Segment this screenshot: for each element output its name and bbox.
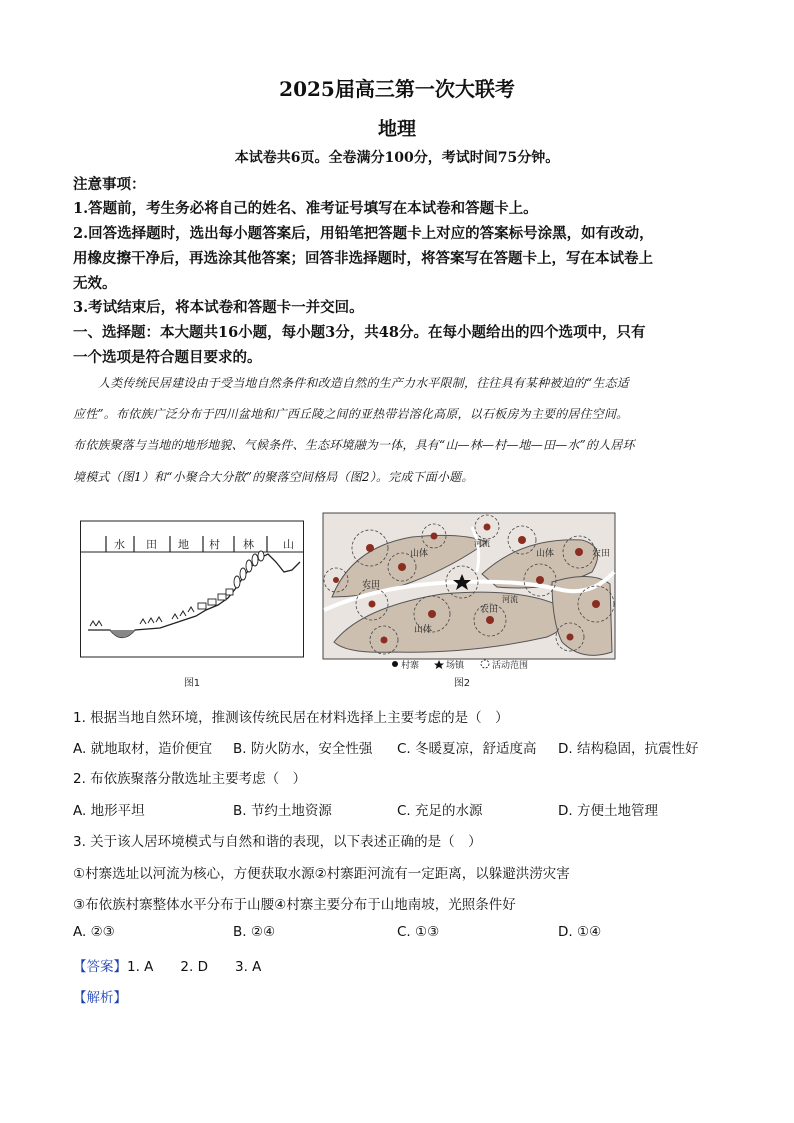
fig1-caption: 图1 bbox=[183, 678, 201, 689]
note-2b: 用橡皮擦干净后，再选涂其他答案；回答非选择题时，将答案写在答题卡上，写在本试卷上 bbox=[73, 250, 653, 267]
q1-option-c[interactable]: C. 冬暖夏凉，舒适度高 bbox=[397, 741, 537, 757]
fig2-caption: 图2 bbox=[453, 678, 471, 689]
fig1-label-forest: 林 bbox=[243, 538, 254, 551]
note-1: 1.答题前，考生务必将自己的姓名、准考证号填写在本试卷和答题卡上。 bbox=[73, 200, 538, 217]
q3-option-b[interactable]: B. ②④ bbox=[233, 924, 276, 940]
q2-option-a[interactable]: A. 地形平坦 bbox=[73, 803, 145, 819]
fig1-label-village: 村 bbox=[209, 538, 220, 551]
section-heading-b: 一个选项是符合题目要求的。 bbox=[73, 349, 262, 366]
fig2-label-river-2: 河流 bbox=[502, 595, 518, 604]
fig1-label-water: 水 bbox=[114, 538, 125, 551]
material-line-4: 境模式（图1）和“小聚合大分散”的聚落空间格局（图2）。完成下面小题。 bbox=[73, 470, 474, 484]
fig2-label-shanti-1: 山体 bbox=[410, 549, 429, 559]
figure-1 bbox=[80, 520, 305, 690]
question-2-stem: 2. 布依族聚落分散选址主要考虑（ ） bbox=[73, 771, 307, 787]
note-2c: 无效。 bbox=[73, 275, 117, 292]
subject-title: 地理 bbox=[377, 118, 416, 140]
fig1-label-mountain: 山 bbox=[283, 538, 294, 551]
notes-heading: 注意事项： bbox=[73, 176, 146, 193]
material-line-3: 布依族聚落与当地的地形地貌、气候条件、生态环境融为一体，具有“山—林—村—地—田—水”的人居环 bbox=[73, 438, 635, 452]
fig2-label-river-1: 河流 bbox=[474, 539, 490, 548]
note-2a: 2.回答选择题时，选出每小题答案后，用铅笔把答题卡上对应的答案标号涂黑，如有改动， bbox=[73, 225, 654, 242]
fig2-label-farm-3: 农田 bbox=[592, 549, 611, 559]
material-line-2: 应性”。布依族广泛分布于四川盆地和广西丘陵之间的亚热带岩溶化高原，以石板房为主要的居住空间。 bbox=[73, 407, 629, 421]
exam-info: 本试卷共6页。全卷满分100分，考试时间75分钟。 bbox=[234, 150, 560, 166]
material-line-1: 人类传统民居建设由于受当地自然条件和改造自然的生产力水平限制，往往具有某种被迫的“生态适 bbox=[98, 376, 629, 390]
q3-option-c[interactable]: C. ①③ bbox=[397, 924, 440, 940]
answer-label: 【答案】 bbox=[73, 959, 127, 975]
note-3: 3.考试结束后，将本试卷和答题卡一并交回。 bbox=[73, 299, 364, 316]
q1-option-b[interactable]: B. 防火防水，安全性强 bbox=[233, 741, 373, 757]
fig1-label-land: 地 bbox=[178, 538, 189, 551]
q1-option-a[interactable]: A. 就地取材，造价便宜 bbox=[73, 741, 213, 757]
q3-statement-1: ①村寨选址以河流为核心，方便获取水源②村寨距河流有一定距离，以躲避洪涝灾害 bbox=[73, 866, 570, 882]
q2-option-b[interactable]: B. 节约土地资源 bbox=[233, 803, 332, 819]
fig1-label-field: 田 bbox=[146, 538, 157, 551]
section-heading-a: 一、选择题：本大题共16小题，每小题3分，共48分。在每小题给出的四个选项中，只有 bbox=[73, 324, 646, 341]
fig2-label-farm-2: 农田 bbox=[480, 605, 499, 615]
figure-2 bbox=[322, 512, 617, 690]
fig2-label-shanti-2: 山体 bbox=[536, 549, 555, 559]
q1-option-d[interactable]: D. 结构稳固，抗震性好 bbox=[558, 741, 699, 757]
question-3-stem: 3. 关于该人居环境模式与自然和谐的表现，以下表述正确的是（ ） bbox=[73, 834, 482, 850]
legend-range: 活动范围 bbox=[492, 661, 529, 671]
fig2-label-farm-1: 农田 bbox=[362, 580, 381, 590]
q2-option-c[interactable]: C. 充足的水源 bbox=[397, 803, 483, 819]
fig2-label-shanti-3: 山体 bbox=[414, 625, 433, 635]
answer-line bbox=[73, 955, 261, 975]
q2-option-d[interactable]: D. 方便土地管理 bbox=[558, 803, 658, 819]
analysis-label: 【解析】 bbox=[73, 990, 127, 1006]
answer-text: 1. A 2. D 3. A bbox=[127, 959, 262, 975]
exam-title: 2025届高三第一次大联考 bbox=[279, 77, 515, 101]
q3-option-d[interactable]: D. ①④ bbox=[558, 924, 602, 940]
legend-town: 场镇 bbox=[446, 661, 465, 671]
q3-statement-2: ③布依族村寨整体水平分布于山腰④村寨主要分布于山地南坡，光照条件好 bbox=[73, 897, 516, 913]
q3-option-a[interactable]: A. ②③ bbox=[73, 924, 115, 940]
legend-village: 村寨 bbox=[401, 661, 420, 671]
question-1-stem: 1. 根据当地自然环境，推测该传统民居在材料选择上主要考虑的是（ ） bbox=[73, 710, 509, 726]
